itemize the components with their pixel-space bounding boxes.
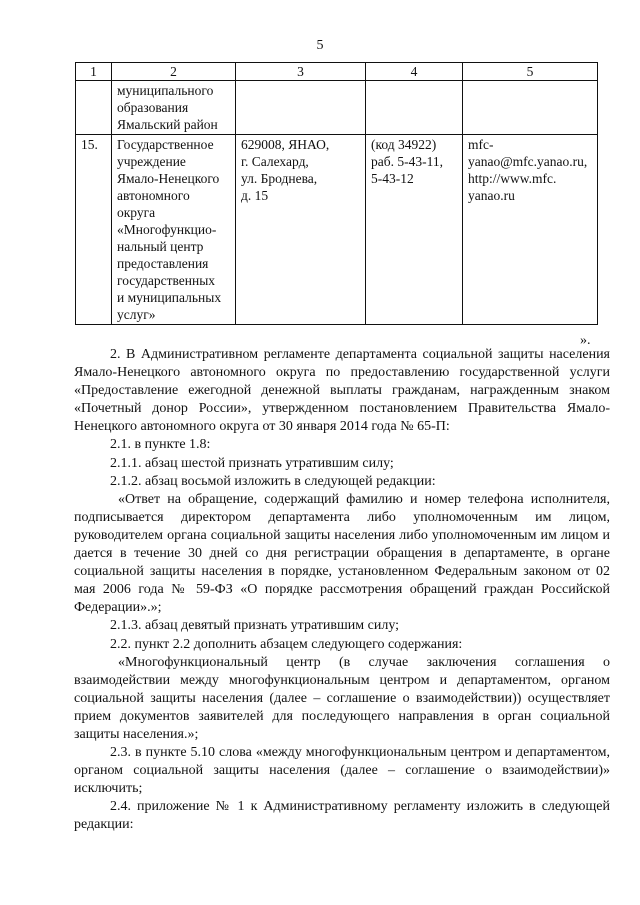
line: (код 34922) <box>371 137 437 152</box>
phone-cell <box>366 135 463 325</box>
line: предоставления <box>117 256 209 271</box>
line: http://www.mfc. <box>468 171 557 186</box>
line: Государственное <box>117 137 214 152</box>
header-cell-5: 5 <box>463 63 598 81</box>
line: и муниципальных <box>117 290 222 305</box>
line: 5-43-12 <box>371 171 414 186</box>
row-number-cell: 15. <box>76 135 112 325</box>
web-cell <box>463 135 598 325</box>
paragraph-quote-answer: «Ответ на обращение, содержащий фамилию и номер телефона исполнителя, подписывается директором департамента либо уполномоченным им лицом, руководителем органа социальной защиты населения либо уполномоченным им лицом и дается в течение 30 дней со дня регистрации обращения в департаменте, в органе социальной защиты населения в порядке, установленном Федеральным законом от 02 мая 2006 года № 59-ФЗ «О порядке рассмотрения обращений граждан Российской Федерации».»; <box>74 491 610 616</box>
table-row-15 <box>76 135 598 325</box>
line: 629008, ЯНАО, <box>241 137 330 152</box>
header-cell-1: 1 <box>76 63 112 81</box>
paragraph-2-1-3: 2.1.3. абзац девятый признать утратившим силу; <box>110 618 400 634</box>
paragraph-2-4: 2.4. приложение № 1 к Административному регламенту изложить в следующей редакции: <box>74 799 610 833</box>
header-cell-4: 4 <box>366 63 463 81</box>
cell-empty <box>366 81 463 135</box>
line: д. 15 <box>241 188 269 203</box>
line: Ямальский район <box>117 117 218 132</box>
paragraph-2-3: 2.3. в пункте 5.10 слова «между многофункциональным центром и департаментом, органом социальной защиты населения (далее – соглашение о взаимодействии)» исключить; <box>74 745 610 797</box>
line: mfc- <box>468 137 494 152</box>
paragraph-2-1-1: 2.1.1. абзац шестой признать утратившим силу; <box>110 455 394 471</box>
line: Ямало-Ненецкого <box>117 171 220 186</box>
paragraph-2-1-2: 2.1.2. абзац восьмой изложить в следующей редакции: <box>110 473 436 489</box>
header-cell-2: 2 <box>112 63 236 81</box>
address-cell <box>236 135 366 325</box>
page-number: 5 <box>316 38 324 53</box>
paragraph-2-1: 2.1. в пункте 1.8: <box>110 437 211 453</box>
table-row-continued <box>76 81 598 135</box>
line: yanao.ru <box>468 188 515 203</box>
line: раб. 5-43-11, <box>371 154 443 169</box>
line: ул. Броднева, <box>241 171 318 186</box>
cell-empty <box>463 81 598 135</box>
line: услуг» <box>117 307 156 322</box>
table-header-row <box>76 63 598 81</box>
services-table <box>75 62 598 325</box>
paragraph-2-2: 2.2. пункт 2.2 дополнить абзацем следующего содержания: <box>110 636 463 652</box>
line: автономного <box>117 188 190 203</box>
line: муниципального <box>117 83 214 98</box>
line: yanao@mfc.yanao.ru, <box>468 154 588 169</box>
line: образования <box>117 100 189 115</box>
paragraph-2: 2. В Административном регламенте департамента социальной защиты населения Ямало-Ненецкого автономного округа по предоставлению государственной услуги «Предоставление ежегодной денежной выплаты гражданам, награжденным знаком «Почетный донор России», утвержденном постановлением Правительства Ямало-Ненецкого автономного округа от 30 января 2014 года № 65-П: <box>74 347 610 435</box>
document-body <box>74 346 610 835</box>
line: г. Салехард, <box>241 154 309 169</box>
cell-empty <box>236 81 366 135</box>
closing-quote-mark: ». <box>580 333 591 348</box>
line: «Многофункцио- <box>117 222 217 237</box>
line: государственных <box>117 273 216 288</box>
organization-name-cell <box>112 135 236 325</box>
cell-continued-name <box>112 81 236 135</box>
cell-empty <box>76 81 112 135</box>
header-cell-3: 3 <box>236 63 366 81</box>
line: учреждение <box>117 154 186 169</box>
line: нальный центр <box>117 239 204 254</box>
paragraph-quote-mfc: «Многофункциональный центр (в случае заключения соглашения о взаимодействии между многофункциональным центром и департаментом, органом социальной защиты населения (далее – соглашение о взаимодействии)) осуществляет прием документов заявителей для последующего направления в орган социальной защиты населения.»; <box>74 654 610 742</box>
line: округа <box>117 205 156 220</box>
